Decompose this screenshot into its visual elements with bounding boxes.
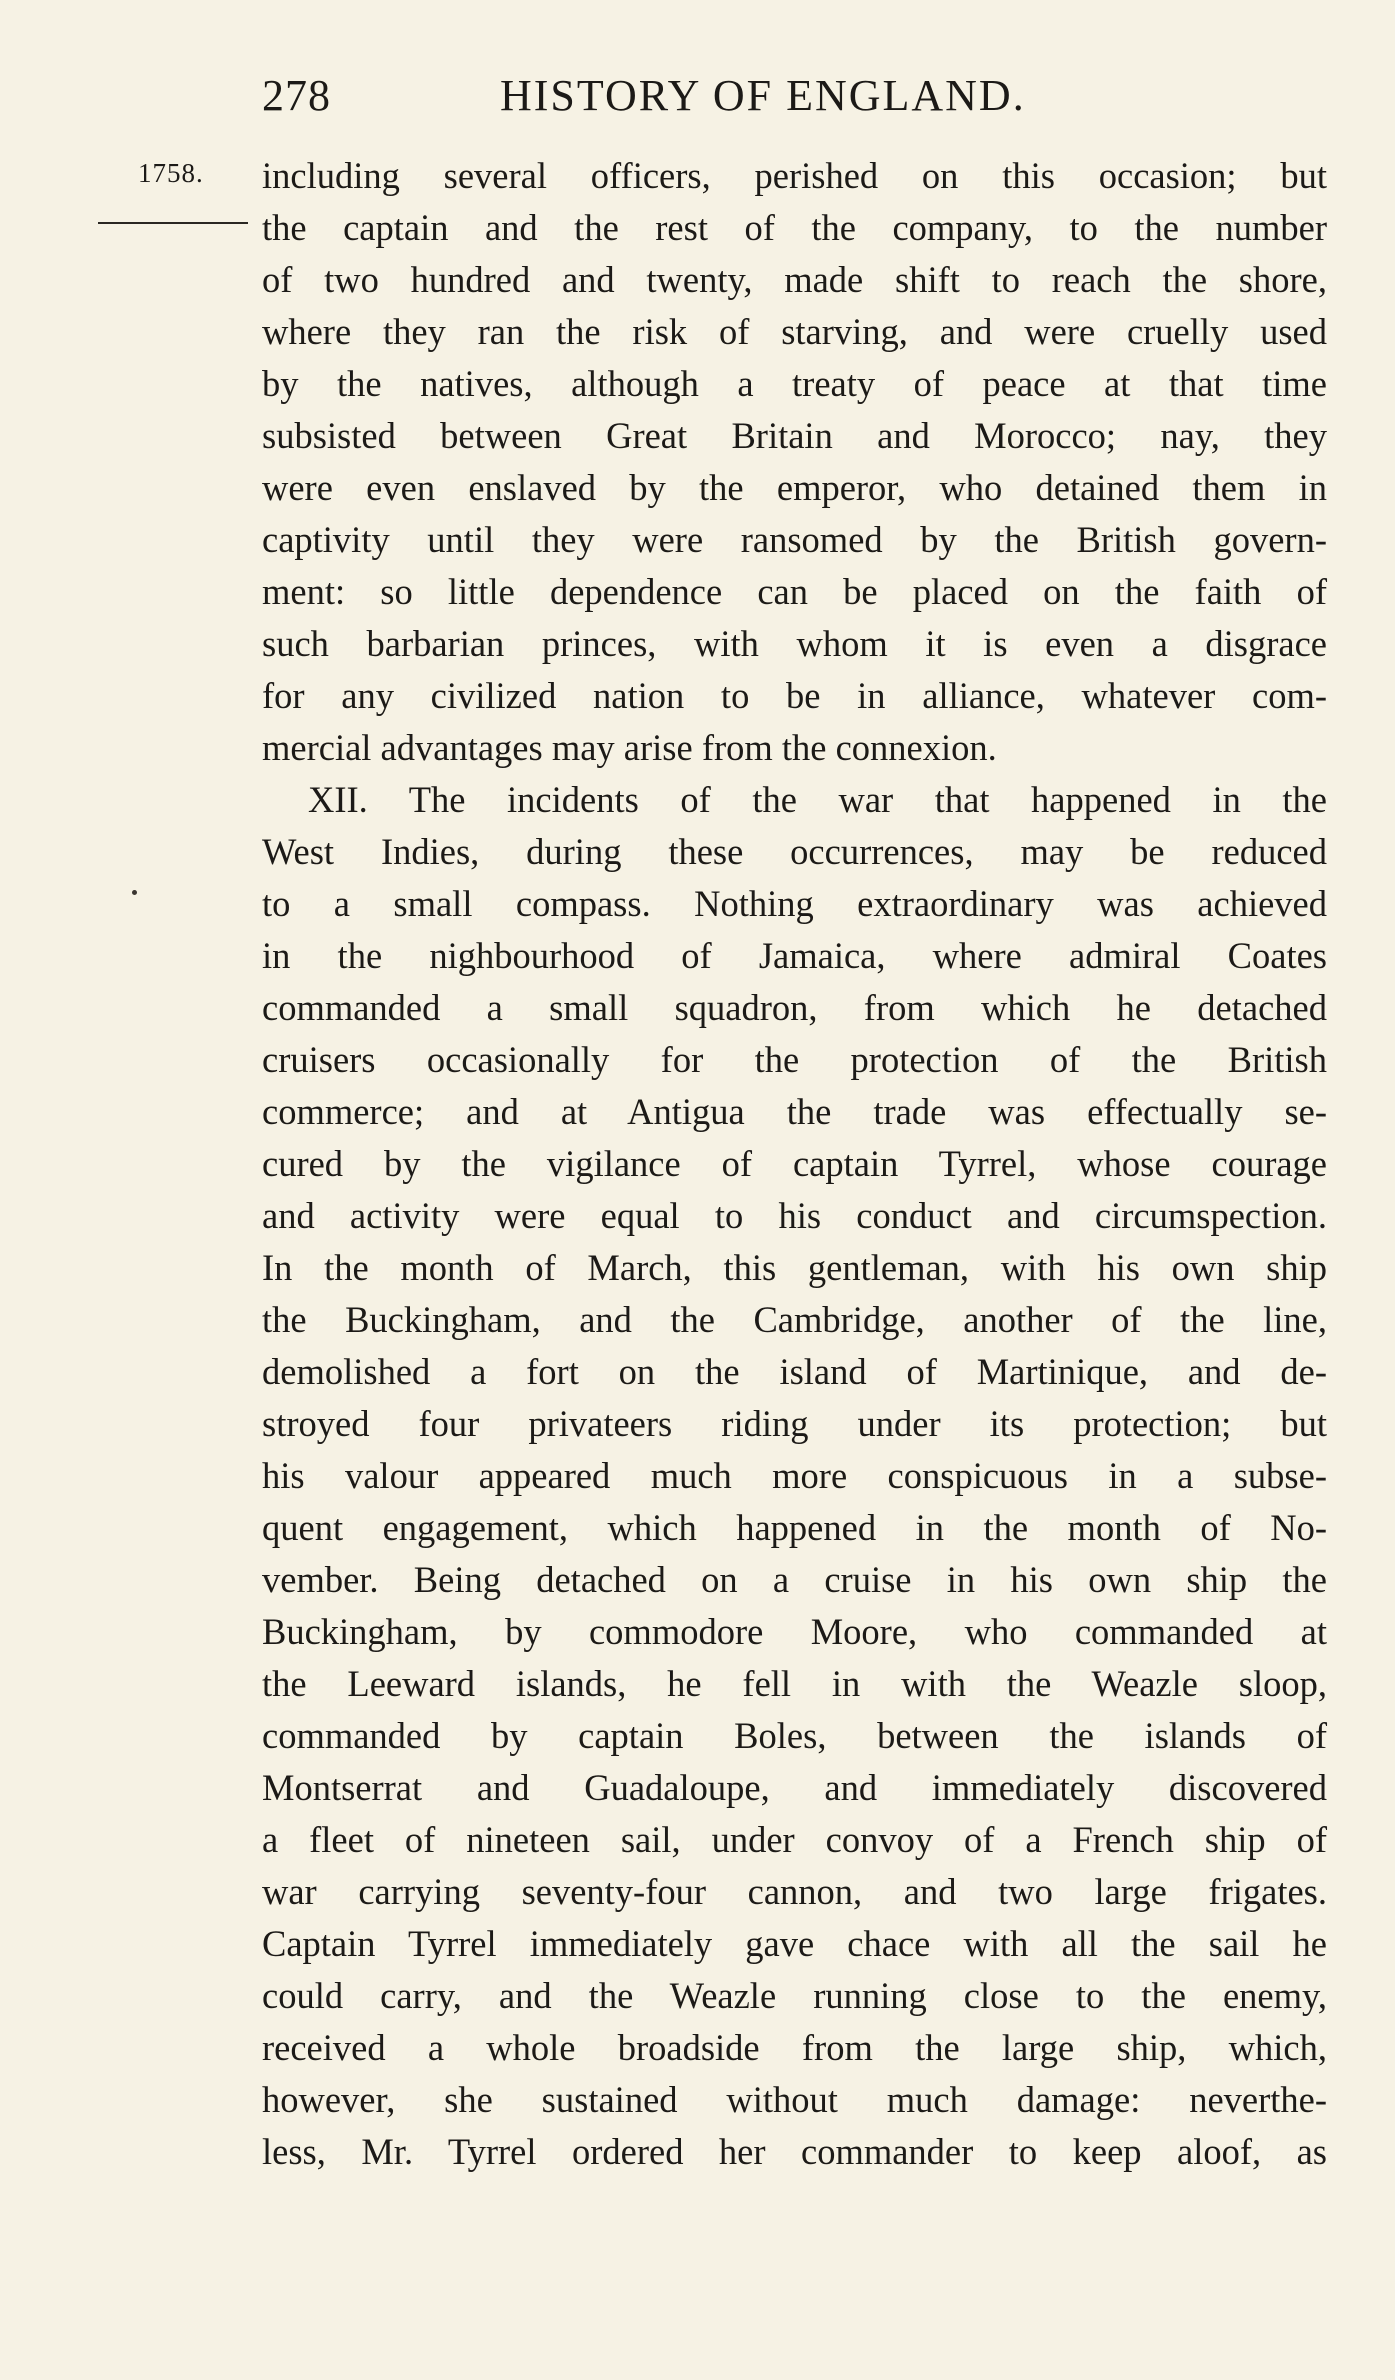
text-line: of two hundred and twenty, made shift to reach the shore, bbox=[262, 259, 1327, 300]
text-line: ment: so little dependence can be placed on the faith of bbox=[262, 571, 1327, 612]
text-line: by the natives, although a treaty of peace at that time bbox=[262, 363, 1327, 404]
text-line: were even enslaved by the emperor, who detained them in bbox=[262, 467, 1327, 508]
text-line: the Leeward islands, he fell in with the Weazle sloop, bbox=[262, 1663, 1327, 1704]
text-line: vember. Being detached on a cruise in his own ship the bbox=[262, 1559, 1327, 1600]
text-line: stroyed four privateers riding under its protection; but bbox=[262, 1403, 1327, 1444]
section-heading-line: XII. The incidents of the war that happened in the bbox=[308, 779, 1327, 820]
text-line: the Buckingham, and the Cambridge, another of the line, bbox=[262, 1299, 1327, 1340]
text-line: and activity were equal to his conduct and circumspection. bbox=[262, 1195, 1327, 1236]
text-line: mercial advantages may arise from the connexion. bbox=[262, 727, 997, 768]
margin-year-note: 1758. bbox=[138, 158, 204, 188]
body-text bbox=[262, 150, 1327, 2178]
text-line: where they ran the risk of starving, and were cruelly used bbox=[262, 311, 1327, 352]
text-line: Buckingham, by commodore Moore, who commanded at bbox=[262, 1611, 1327, 1652]
text-line: captivity until they were ransomed by the British govern- bbox=[262, 519, 1327, 560]
text-line: subsisted between Great Britain and Morocco; nay, they bbox=[262, 415, 1327, 456]
text-line: commanded by captain Boles, between the islands of bbox=[262, 1715, 1327, 1756]
page-number: 278 bbox=[262, 71, 331, 120]
text-line: commanded a small squadron, from which he detached bbox=[262, 987, 1327, 1028]
running-title: HISTORY OF ENGLAND. bbox=[500, 71, 1026, 120]
text-line: the captain and the rest of the company, to the number bbox=[262, 207, 1327, 248]
page-header bbox=[262, 70, 1092, 130]
text-line: quent engagement, which happened in the month of No- bbox=[262, 1507, 1327, 1548]
text-line: in the nighbourhood of Jamaica, where admiral Coates bbox=[262, 935, 1327, 976]
margin-dot bbox=[132, 890, 137, 895]
text-line: could carry, and the Weazle running close to the enemy, bbox=[262, 1975, 1327, 2016]
text-line: In the month of March, this gentleman, with his own ship bbox=[262, 1247, 1327, 1288]
text-line: such barbarian princes, with whom it is even a disgrace bbox=[262, 623, 1327, 664]
text-line: commerce; and at Antigua the trade was effectually se- bbox=[262, 1091, 1327, 1132]
text-line: received a whole broadside from the large ship, which, bbox=[262, 2027, 1327, 2068]
text-line: less, Mr. Tyrrel ordered her commander to keep aloof, as bbox=[262, 2131, 1327, 2172]
text-line: a fleet of nineteen sail, under convoy of a French ship of bbox=[262, 1819, 1327, 1860]
text-line: for any civilized nation to be in alliance, whatever com- bbox=[262, 675, 1327, 716]
text-line: cruisers occasionally for the protection of the British bbox=[262, 1039, 1327, 1080]
text-line: demolished a fort on the island of Martinique, and de- bbox=[262, 1351, 1327, 1392]
text-line: his valour appeared much more conspicuous in a subse- bbox=[262, 1455, 1327, 1496]
margin-rule bbox=[98, 222, 248, 224]
text-line: war carrying seventy-four cannon, and two large frigates. bbox=[262, 1871, 1327, 1912]
text-line: Captain Tyrrel immediately gave chace with all the sail he bbox=[262, 1923, 1327, 1964]
text-line: West Indies, during these occurrences, may be reduced bbox=[262, 831, 1327, 872]
text-line: however, she sustained without much damage: neverthe- bbox=[262, 2079, 1327, 2120]
text-line: to a small compass. Nothing extraordinary was achieved bbox=[262, 883, 1327, 924]
text-line: including several officers, perished on this occasion; but bbox=[262, 155, 1327, 196]
text-line: Montserrat and Guadaloupe, and immediately discovered bbox=[262, 1767, 1327, 1808]
text-line: cured by the vigilance of captain Tyrrel, whose courage bbox=[262, 1143, 1327, 1184]
